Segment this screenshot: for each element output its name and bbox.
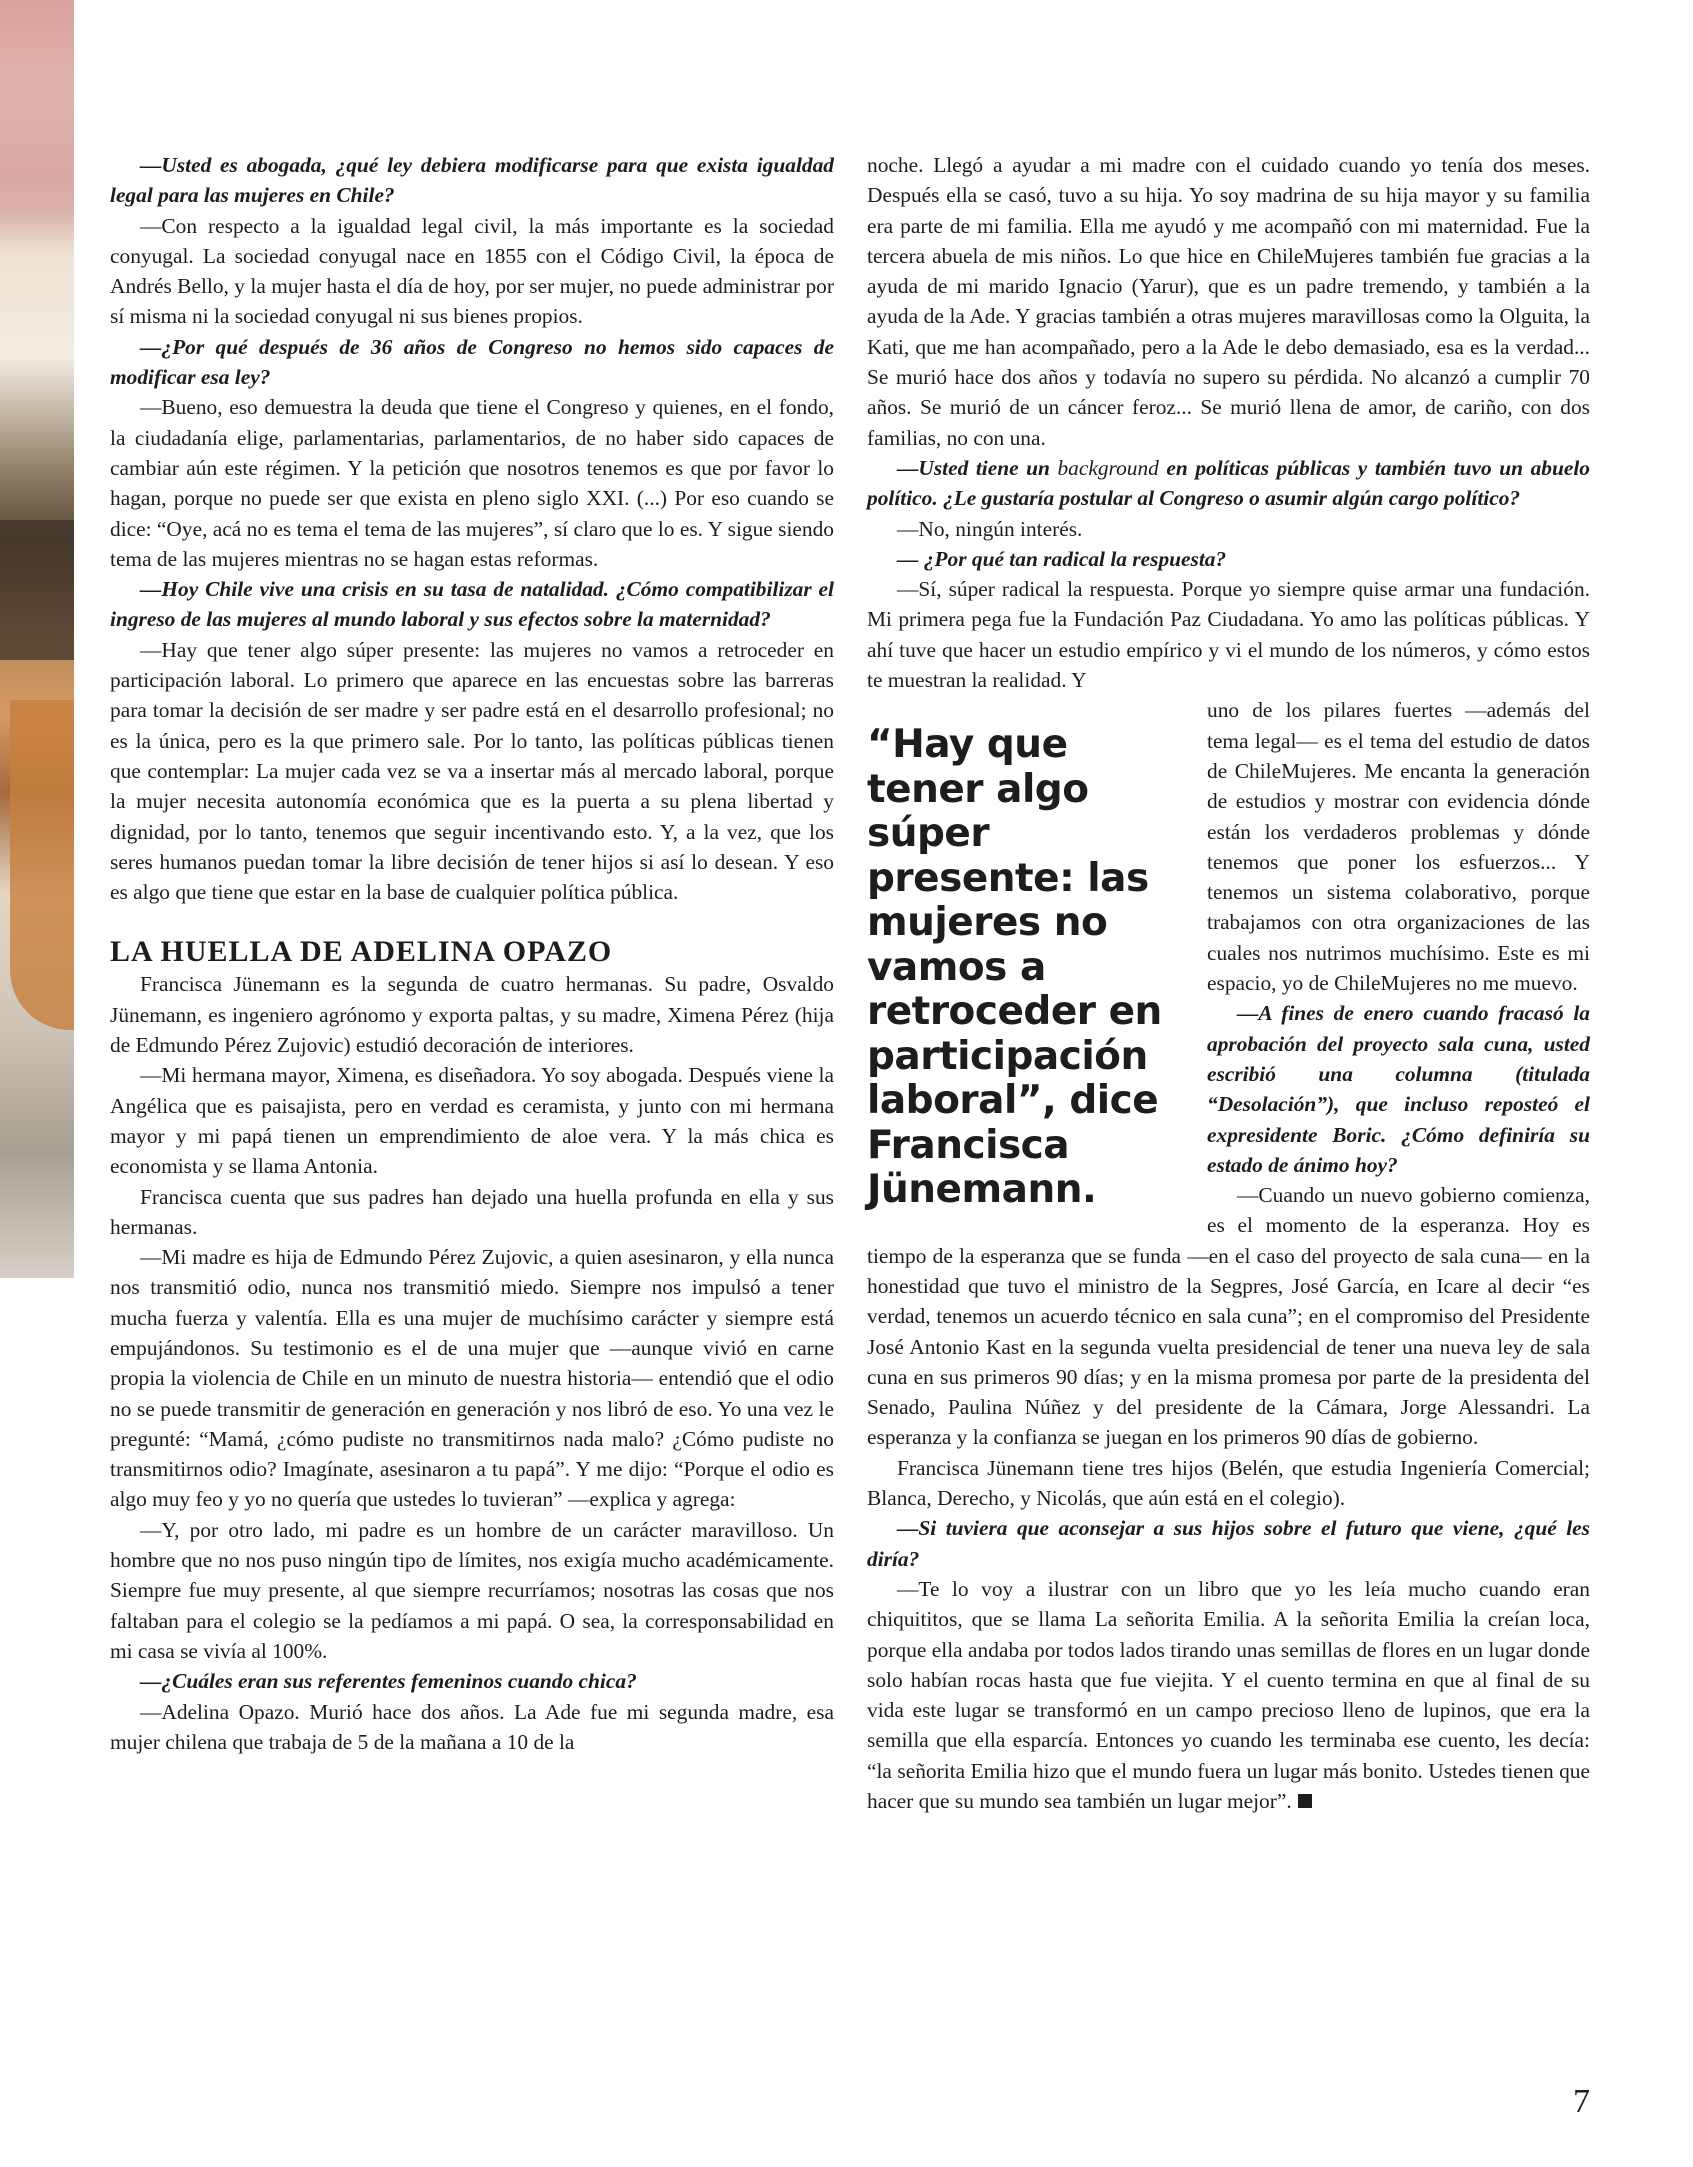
paragraph-text: —Bueno, eso demuestra la deuda que tiene el Congreso y quienes, en el fondo, la ciudadanía elige, parlamentarias, parlamentarios, de no haber sido capaces de cambiar aún este régimen. Y la petición que nosotros tenemos es que por favor lo hagan, porque no puede ser que exista en pleno siglo XXI. (...) Por eso cuando se dice: “Oye, acá no es tema el tema de las mujeres”, sí claro que lo es. Y sigue siendo tema de las mujeres mientras no se hagan estas reformas. [110, 395, 834, 571]
paragraph [867, 514, 1590, 544]
paragraph-text: —Y, por otro lado, mi padre es un hombre de un carácter maravilloso. Un hombre que no nos puso ningún tipo de límites, nos exigía mucho académicamente. Siempre fue muy presente, al que siempre recurríamos; nosotras las cosas que nos faltaban para el colegio se la pedíamos a mi papá. O sea, la corresponsabilidad en mi casa se vivía al 100%. [110, 1517, 834, 1663]
paragraph [867, 1453, 1590, 1514]
paragraph [110, 1697, 834, 1758]
question-part: —Usted tiene un [897, 455, 1058, 480]
paragraph-text: —Mi madre es hija de Edmundo Pérez Zujovic, a quien asesinaron, y ella nunca nos transmitió odio, nunca nos transmitió miedo. Siempre nos impulsó a tener mucha fuerza y valentía. Ella es una mujer de muchísimo carácter y siempre está empujándonos. Su testimonio es el de una mujer que —aunque vivió en carne propia la violencia de Chile en un minuto de nuestra historia— entendió que el odio no se puede transmitir de generación en generación y nos libró de eso. Yo una vez le pregunté: “Mamá, ¿cómo pudiste no transmitirnos nada malo? ¿Cómo pudiste no transmitirnos odio? Imagínate, asesinaron a tu papá”. Y me dijo: “Porque el odio es algo muy feo y yo no quería que ustedes lo tuvieran” —explica y agrega: [110, 1245, 834, 1512]
paragraph [110, 635, 834, 908]
interview-question: —Usted es abogada, ¿qué ley debiera modificarse para que exista igualdad legal para las mujeres en Chile? [110, 153, 834, 208]
paragraph [110, 1242, 834, 1515]
paragraph-text: —No, ningún interés. [897, 516, 1083, 541]
paragraph [867, 1574, 1590, 1816]
left-column-blocks-a [110, 150, 834, 907]
paragraph-text: Francisca Jünemann tiene tres hijos (Belén, que estudia Ingeniería Comercial; Blanca, Derecho, y Nicolás, que aún está en el colegio). [867, 1455, 1590, 1511]
pull-quote: “Hay que tener algo súper presente: las mujeres no vamos a retroceder en participación laboral”, dice Francisca Jünemann. [867, 722, 1162, 1213]
paragraph [867, 574, 1590, 695]
paragraph [110, 1182, 834, 1243]
section-heading: LA HUELLA DE ADELINA OPAZO [110, 935, 613, 969]
paragraph-text: —Adelina Opazo. Murió hace dos años. La Ade fue mi segunda madre, esa mujer chilena que trabaja de 5 de la mañana a 10 de la [110, 1699, 834, 1754]
paragraph-text: —Cuando un nuevo gobierno comienza, es el momento de la esperanza. Hoy es tiempo de la esperanza que se funda —en el caso del proyecto de sala cuna— en la honestidad que tuvo el ministro de la Segpres, José García, en Icare al decir “es verdad, tenemos un acuerdo técnico en sala cuna”; en el compromiso del Presidente José Antonio Kast en la segunda vuelta presidencial de tener una nueva ley de sala cuna en sus primeros 90 días; y en la misma promesa por parte de la presidenta del Senado, Paulina Núñez y del presidente de la Cámara, Jorge Alessandri. La esperanza y la confianza se juegan en los primeros 90 días de gobierno. [867, 1183, 1590, 1450]
paragraph [110, 1515, 834, 1666]
interview-question: —¿Cuáles eran sus referentes femeninos cuando chica? [140, 1669, 637, 1694]
paragraph [110, 1060, 834, 1181]
right-column [867, 150, 1590, 1816]
photo-strip [0, 0, 74, 1278]
right-column-blocks-a [867, 150, 1590, 695]
end-of-article-mark [1298, 1794, 1312, 1808]
paragraph-text: Francisca cuenta que sus padres han dejado una huella profunda en ella y sus hermanas. [110, 1184, 834, 1239]
paragraph-text: —Te lo voy a ilustrar con un libro que yo les leía mucho cuando eran chiquititos, que se llama La señorita Emilia. A la señorita Emilia la creían loca, porque ella andaba por todos lados tirando unas semillas de flores en un lugar donde solo habían rocas hasta que fue viejita. Y el cuento termina en que al final de su vida este lugar se transformó en un campo precioso lleno de lupinos, que era la semilla que ella esparcía. Entonces yo cuando les terminaba ese cuento, les decía: “la señorita Emilia hizo que el mundo fuera un lugar más bonito. Ustedes tienen que hacer que su mundo sea también un lugar mejor”. [867, 1576, 1590, 1814]
interview-question: —Hoy Chile vive una crisis en su tasa de natalidad. ¿Cómo compatibilizar el ingreso de las mujeres al mundo laboral y sus efectos sobre la maternidad? [110, 577, 834, 632]
left-column [110, 150, 834, 1757]
paragraph [110, 969, 834, 1060]
paragraph [110, 392, 834, 574]
paragraph-text: —Sí, súper radical la respuesta. Porque yo siempre quise armar una fundación. Mi primera pega fue la Fundación Paz Ciudadana. Yo amo las políticas públicas. Y ahí tuve que hacer un estudio empírico y vi el mundo de los números, y cómo estos te muestran la realidad. Y [867, 577, 1590, 693]
interview-question: — ¿Por qué tan radical la respuesta? [897, 546, 1227, 571]
paragraph-continued [867, 150, 1590, 453]
paragraph-text: —Hay que tener algo súper presente: las mujeres no vamos a retroceder en participación laboral. Lo primero que aparece en las encuestas sobre las barreras para tomar la decisión de ser madre y ser padre está en el desarrollo profesional; no es la única, pero es la que primero sale. Por lo tanto, las políticas públicas tienen que contemplar: La mujer cada vez se va a insertar más al mercado laboral, porque la mujer necesita autonomía económica que es la puerta a su plena libertad y dignidad, por lo tanto, tenemos que seguir incentivando esto. Y, a la vez, que los seres humanos puedan tomar la libre decisión de tener hijos si así lo desean. Y eso es algo que tiene que estar en la base de cualquier política pública. [110, 637, 834, 905]
page-number: 7 [1573, 2083, 1590, 2120]
paragraph-text: noche. Llegó a ayudar a mi madre con el cuidado cuando yo tenía dos meses. Después ella se casó, tuvo a su hija. Yo soy madrina de su hija mayor y su familia era parte de mi familia. Ella me ayudó y me acompañó con mi maternidad. Fue la tercera abuela de mis niños. Lo que hice en ChileMujeres también fue gracias a la ayuda de mi marido Ignacio (Yarur), que es un padre tremendo, y también a la ayuda de la Ade. Y gracias también a otras mujeres maravillosas como la Olguita, la Kati, que me han acompañado, pero a la Ade le debo demasiado, esa es la verdad... Se murió hace dos años y todavía no supero su pérdida. No alcanzó a cumplir 70 años. Se murió de un cáncer feroz... Se murió llena de amor, de cariño, con dos familias, no con una. [867, 153, 1590, 450]
paragraph-text: uno de los pilares fuertes —además del tema legal— es el tema del estudio de datos de ChileMujeres. Me encanta la generación de estudios y mostrar con evidencia dónde están los verdaderos problemas y dónde tenemos que poner los esfuerzos... Y tenemos un sistema colaborativo, porque trabajamos con otra organizaciones de las cuales nos nutrimos muchísimo. Este es mi espacio, yo de ChileMujeres no me muevo. [1207, 698, 1590, 996]
paragraph-text: —Mi hermana mayor, Ximena, es diseñadora. Yo soy abogada. Después viene la Angélica que es paisajista, pero en verdad es ceramista, y junto con mi hermana mayor y mi papá tienen un emprendimiento de aloe vera. Y la más chica es economista y se llama Antonia. [110, 1063, 834, 1179]
question-part: en políticas públicas y también tuvo un abuelo político. ¿Le gustaría postular al Congreso o asumir algún cargo político? [867, 455, 1590, 511]
interview-question: —Si tuviera que aconsejar a sus hijos sobre el futuro que viene, ¿qué les diría? [867, 1516, 1590, 1571]
paragraph-text: Francisca Jünemann es la segunda de cuatro hermanas. Su padre, Osvaldo Jünemann, es ingeniero agrónomo y exporta paltas, y su madre, Ximena Pérez (hija de Edmundo Pérez Zujovic) estudió decoración de interiores. [110, 972, 834, 1058]
paragraph [867, 1180, 1590, 1453]
interview-question: —A fines de enero cuando fracasó la aprobación del proyecto sala cuna, usted escribió una columna (titulada “Desolación”), que incluso reposteó el expresidente Boric. ¿Cómo definiría su estado de ánimo hoy? [1207, 1001, 1590, 1177]
left-column-blocks-b [110, 969, 834, 1757]
paragraph [110, 211, 834, 332]
paragraph-text: —Con respecto a la igualdad legal civil, la más importante es la sociedad conyugal. La sociedad conyugal nace en 1855 con el Código Civil, la época de Andrés Bello, y la mujer hasta el día de hoy, por ser mujer, no puede administrar por sí misma ni la sociedad conyugal ni sus bienes propios. [110, 213, 834, 329]
interview-question [867, 453, 1590, 514]
question-italic-term: background [1057, 455, 1159, 480]
interview-question: —¿Por qué después de 36 años de Congreso no hemos sido capaces de modificar esa ley? [110, 334, 834, 390]
